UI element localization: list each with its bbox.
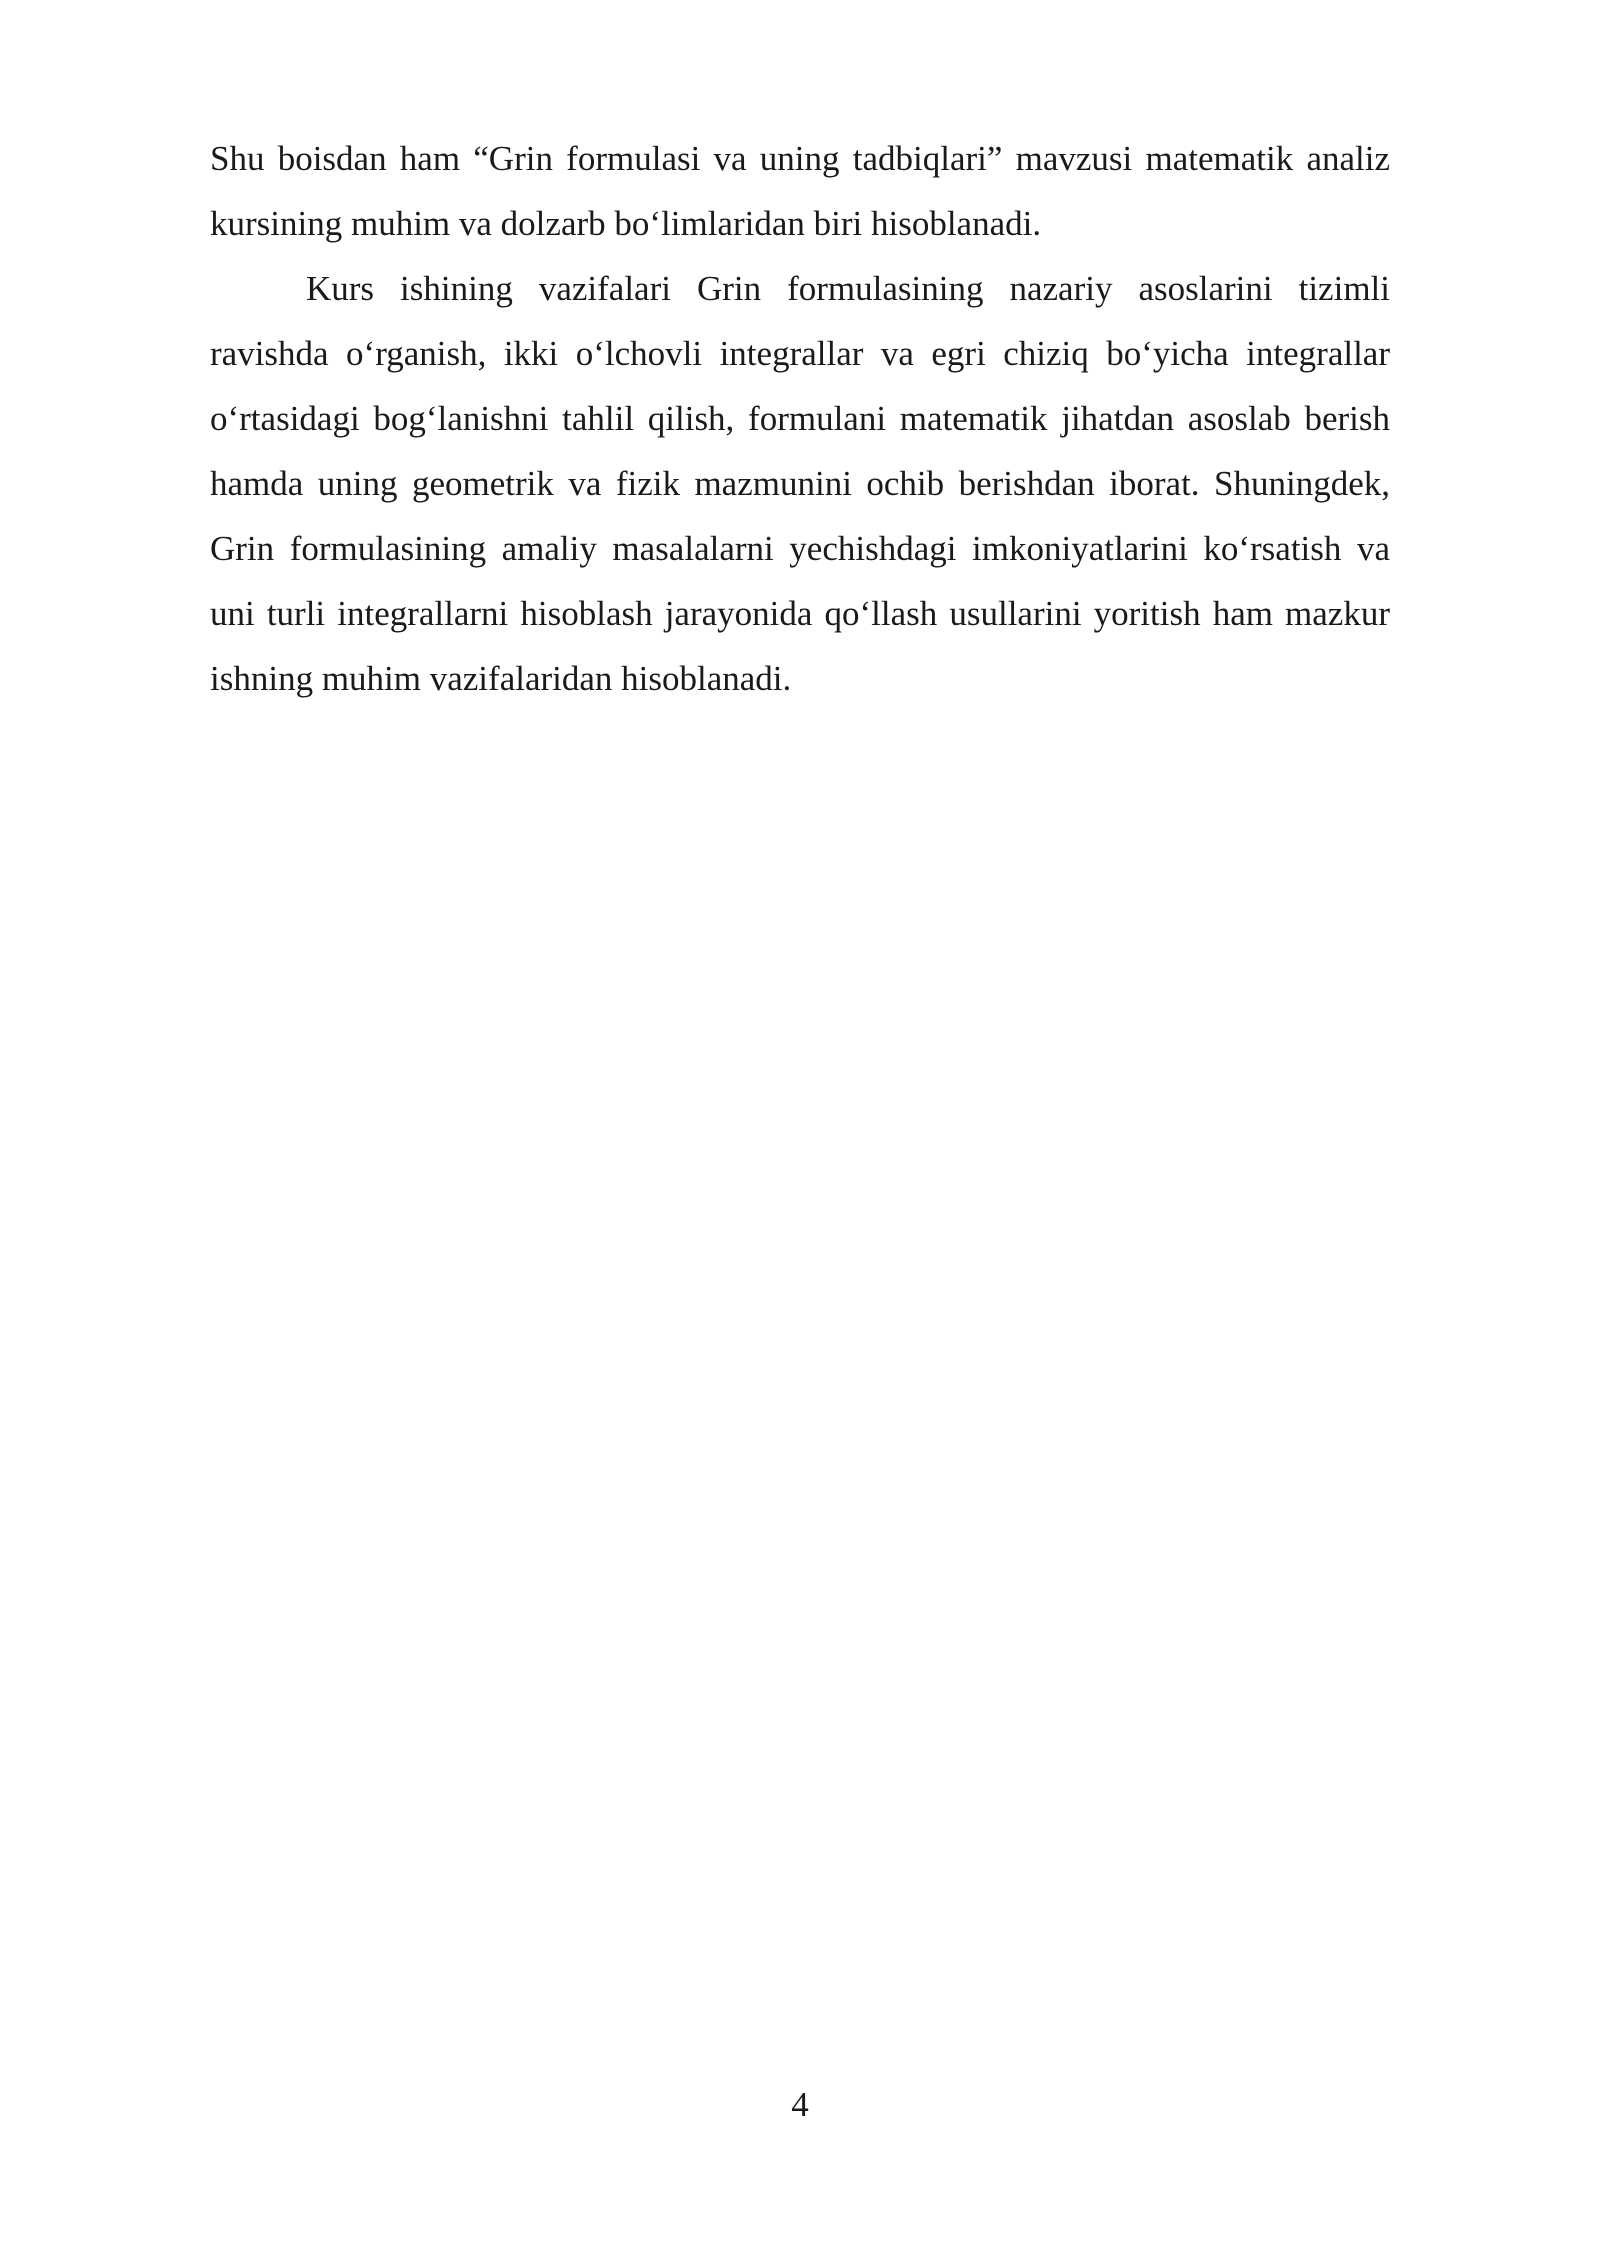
body-text xyxy=(210,126,1390,711)
paragraph-tasks: Kurs ishining vazifalari Grin formulasining nazariy asoslarini tizimli ravishda o‘rganish, ikki o‘lchovli integrallar va egri chiziq bo‘yicha integrallar o‘rtasidagi bog‘lanishni tahlil qilish, formulani matematik jihatdan asoslab berish hamda uning geometrik va fizik mazmunini ochib berishdan iborat. Shuningdek, Grin formulasining amaliy masalalarni yechishdagi imkoniyatlarini ko‘rsatish va uni turli integrallarni hisoblash jarayonida qo‘llash usullarini yoritish ham mazkur ishning muhim vazifalaridan hisoblanadi. xyxy=(210,269,1390,698)
page-number: 4 xyxy=(791,2085,809,2124)
paragraph-continuation: Shu boisdan ham “Grin formulasi va uning tadbiqlari” mavzusi matematik analiz kursining muhim va dolzarb bo‘limlaridan biri hisoblanadi. xyxy=(210,139,1390,243)
